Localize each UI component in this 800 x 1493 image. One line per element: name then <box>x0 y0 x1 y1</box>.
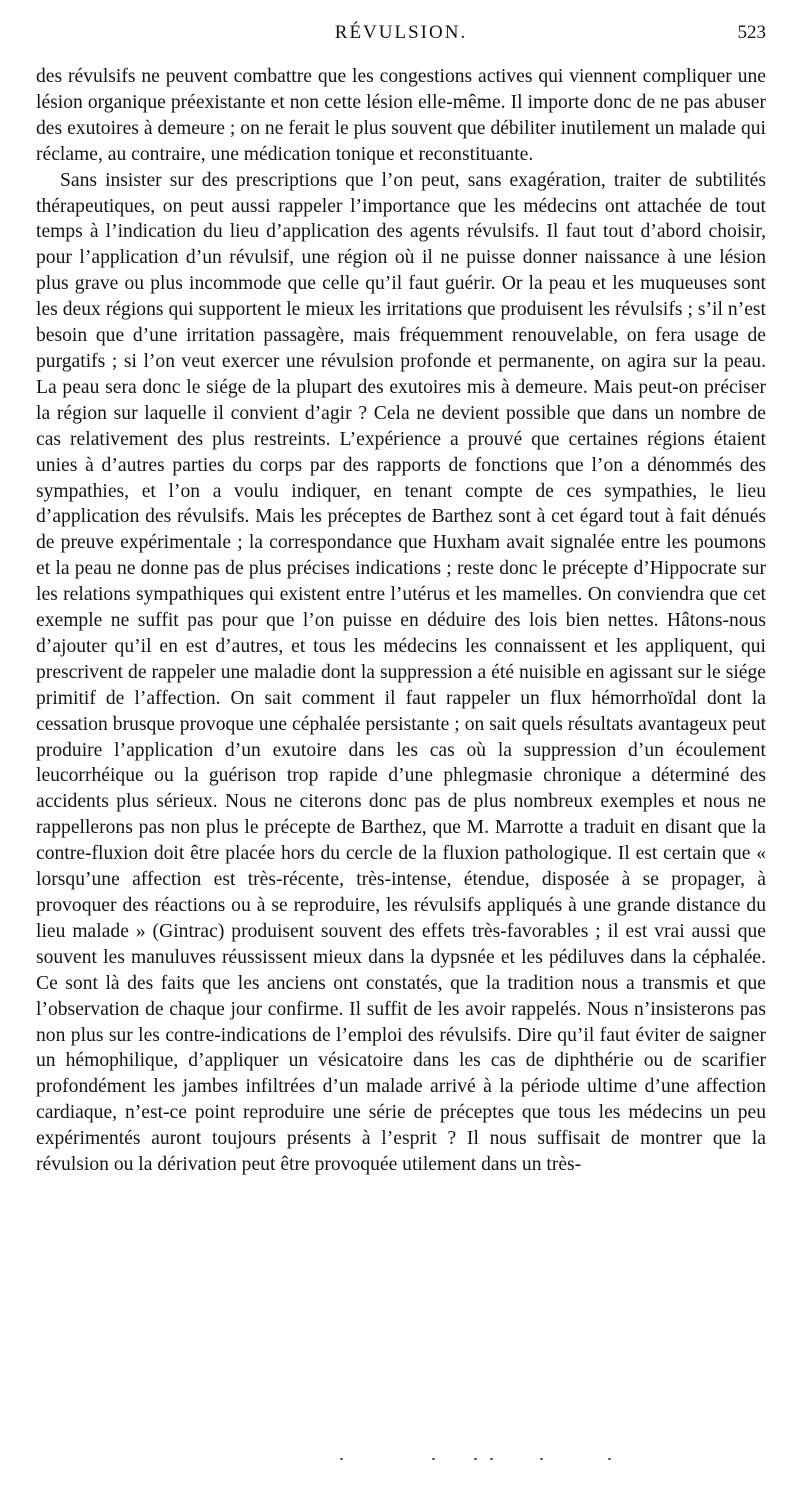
speck <box>340 1458 343 1460</box>
speck <box>490 1458 493 1460</box>
speck <box>474 1458 477 1460</box>
running-title: RÉVULSION. <box>334 22 468 43</box>
page-number: 523 <box>737 22 766 43</box>
paragraph-main: Sans insister sur des prescriptions que l’on peut, sans exagération, traiter de subtilités thérapeutiques, on peut aussi rappeler l’importance que les médecins ont attachée de tout temps à l’indication du lieu d’application des agents révulsifs. Il faut tout d’abord choisir, pour l’application d’un révulsif, une région où il ne puisse donner naissance à une lésion plus grave ou plus incommode que celle qu’il faut guérir. Or la peau et les muqueuses sont les deux régions qui supportent le mieux les irritations que produisent les révulsifs ; s’il n’est besoin que d’une irritation passagère, mais fréquemment renouvelable, on fera usage de purgatifs ; si l’on veut exercer une révulsion profonde et permanente, on agira sur la peau. La peau sera donc le siége de la plupart des exutoires mis à demeure. Mais peut-on préciser la région sur laquelle il convient d’agir ? Cela ne devient possible que dans un nombre de cas relativement des plus restreints. L’expérience a prouvé que certaines régions étaient unies à d’autres parties du corps par des rapports de fonctions que l’on a dénommés des sympathies, et l’on a voulu indiquer, en tenant compte de ces sympathies, le lieu d’application des révulsifs. Mais les préceptes de Barthez sont à cet égard tout à fait dénués de preuve expérimentale ; la correspondance que Huxham avait signalée entre les poumons et la peau ne donne pas de plus précises indications ; reste donc le précepte d’Hippocrate sur les relations sympathiques qui existent entre l’utérus et les mamelles. On conviendra que cet exemple ne suffit pas pour que l’on puisse en déduire des lois bien nettes. Hâtons-nous d’ajouter qu’il en est d’autres, et tous les médecins les connaissent et les appliquent, qui prescrivent de rappeler une maladie dont la suppression a été nuisible en agissant sur le siége primitif de l’affection. On sait comment il faut rappeler un flux hémorrhoïdal dont la cessation brusque provoque une céphalée persistante ; on sait quels résultats avantageux peut produire l’application d’un exutoire dans les cas où la suppression d’un écoulement leucorrhéique ou la guérison trop rapide d’une phlegmasie chronique a déterminé des accidents plus sérieux. Nous ne citerons donc pas de plus nombreux exemples et nous ne rappellerons pas non plus le précepte de Barthez, que M. Marrotte a traduit en disant que la contre-fluxion doit être placée hors du cercle de la fluxion pathologique. Il est certain que « lorsqu’une affection est très-récente, très-intense, étendue, disposée à se propager, à provoquer des réactions ou à se reproduire, les révulsifs appliqués à une grande distance du lieu malade » (Gintrac) produisent souvent des effets très-favorables ; il est vrai aussi que souvent les manuluves réussissent mieux dans la dypsnée et les pédiluves dans la céphalée. Ce sont là des faits que les anciens ont constatés, que la tradition nous a transmis et que l’observation de chaque jour confirme. Il suffit de les avoir rappelés. Nous n’insisterons pas non plus sur les contre-indications de l’emploi des révulsifs. Dire qu’il faut éviter de saigner un hémophilique, d’appliquer un vésicatoire dans les cas de diphthérie ou de scarifier profondément les jambes infiltrées d’un malade arrivé à la période ultime d’une affection cardiaque, n’est-ce point reproduire une série de préceptes que tous les médecins un peu expérimentés auront toujours présents à l’esprit ? Il nous suffisait de montrer que la révulsion ou la dérivation peut être provoquée utilement dans un très- <box>36 169 766 1176</box>
body-text <box>36 64 766 1178</box>
speck <box>432 1458 435 1460</box>
speck <box>540 1458 543 1460</box>
paragraph-continuation: des révulsifs ne peuvent combattre que les congestions actives qui viennent compliquer une lésion organique préexistante et non cette lésion elle-même. Il importe donc de ne pas abuser des exutoires à demeure ; on ne ferait le plus souvent que débiliter inutilement un malade qui réclame, au contraire, une médication tonique et reconstituante. <box>36 66 766 165</box>
speck <box>608 1458 611 1460</box>
running-head <box>36 22 766 48</box>
print-specks <box>340 1456 640 1462</box>
